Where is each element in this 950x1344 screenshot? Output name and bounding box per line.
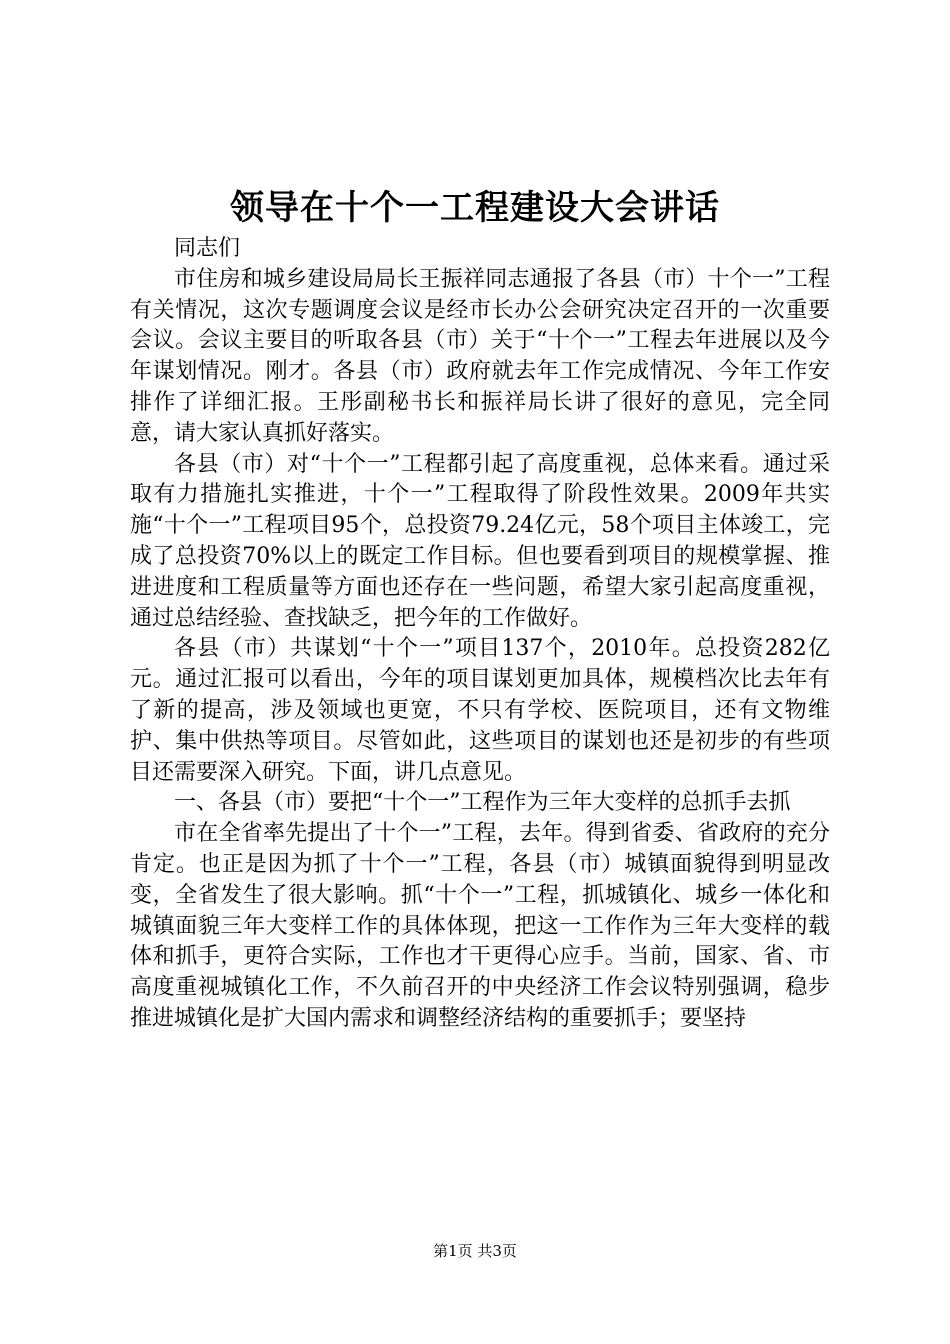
page-title: 领导在十个一工程建设大会讲话 [230, 188, 720, 228]
salutation: 同志们 [174, 236, 241, 261]
document-body [130, 234, 830, 1035]
paragraph-3: 各县（市）共谋划“十个一”项目137个，2010年。总投资282亿元。通过汇报可以看出，今年的项目谋划更加具体，规模档次比去年有了新的提高，涉及领域也更宽，不只有学校、医院项目，还有文物维护、集中供热等项目。尽管如此，这些项目的谋划也还是初步的有些项目还需要深入研究。下面，讲几点意见。 [130, 636, 830, 785]
page-footer: 第1页 共3页 [433, 1242, 517, 1260]
section-heading-1: 一、各县（市）要把“十个一”工程作为三年大变样的总抓手去抓 [174, 790, 791, 816]
paragraph-4: 市在全省率先提出了十个一”工程，去年。得到省委、省政府的充分肯定。也正是因为抓了十个一”工程，各县（市）城镇面貌得到明显改变，全省发生了很大影响。抓“十个一”工程，抓城镇化、城乡一体化和城镇面貌三年大变样工作的具体体现，把这一工作作为三年大变样的载体和抓手，更符合实际，工作也才干更得心应手。当前，国家、省、市高度重视城镇化工作，不久前召开的中央经济工作会议特别强调，稳步推进城镇化是扩大国内需求和调整经济结构的重要抓手；要坚持 [130, 821, 830, 1031]
paragraph-2: 各县（市）对“十个一”工程都引起了高度重视，总体来看。通过采取有力措施扎实推进，十个一”工程取得了阶段性效果。2009年共实施“十个一”工程项目95个，总投资79.24亿元，58个项目主体竣工，完成了总投资70%以上的既定工作目标。但也要看到项目的规模掌握、推进进度和工程质量等方面也还存在一些问题，希望大家引起高度重视，通过总结经验、查找缺乏，把今年的工作做好。 [130, 451, 830, 631]
paragraph-1: 市住房和城乡建设局局长王振祥同志通报了各县（市）十个一”工程有关情况，这次专题调度会议是经市长办公会研究决定召开的一次重要会议。会议主要目的听取各县（市）关于“十个一”工程去年进展以及今年谋划情况。刚才。各县（市）政府就去年工作完成情况、今年工作安排作了详细汇报。王彤副秘书长和振祥局长讲了很好的意见，完全同意，请大家认真抓好落实。 [130, 266, 830, 446]
